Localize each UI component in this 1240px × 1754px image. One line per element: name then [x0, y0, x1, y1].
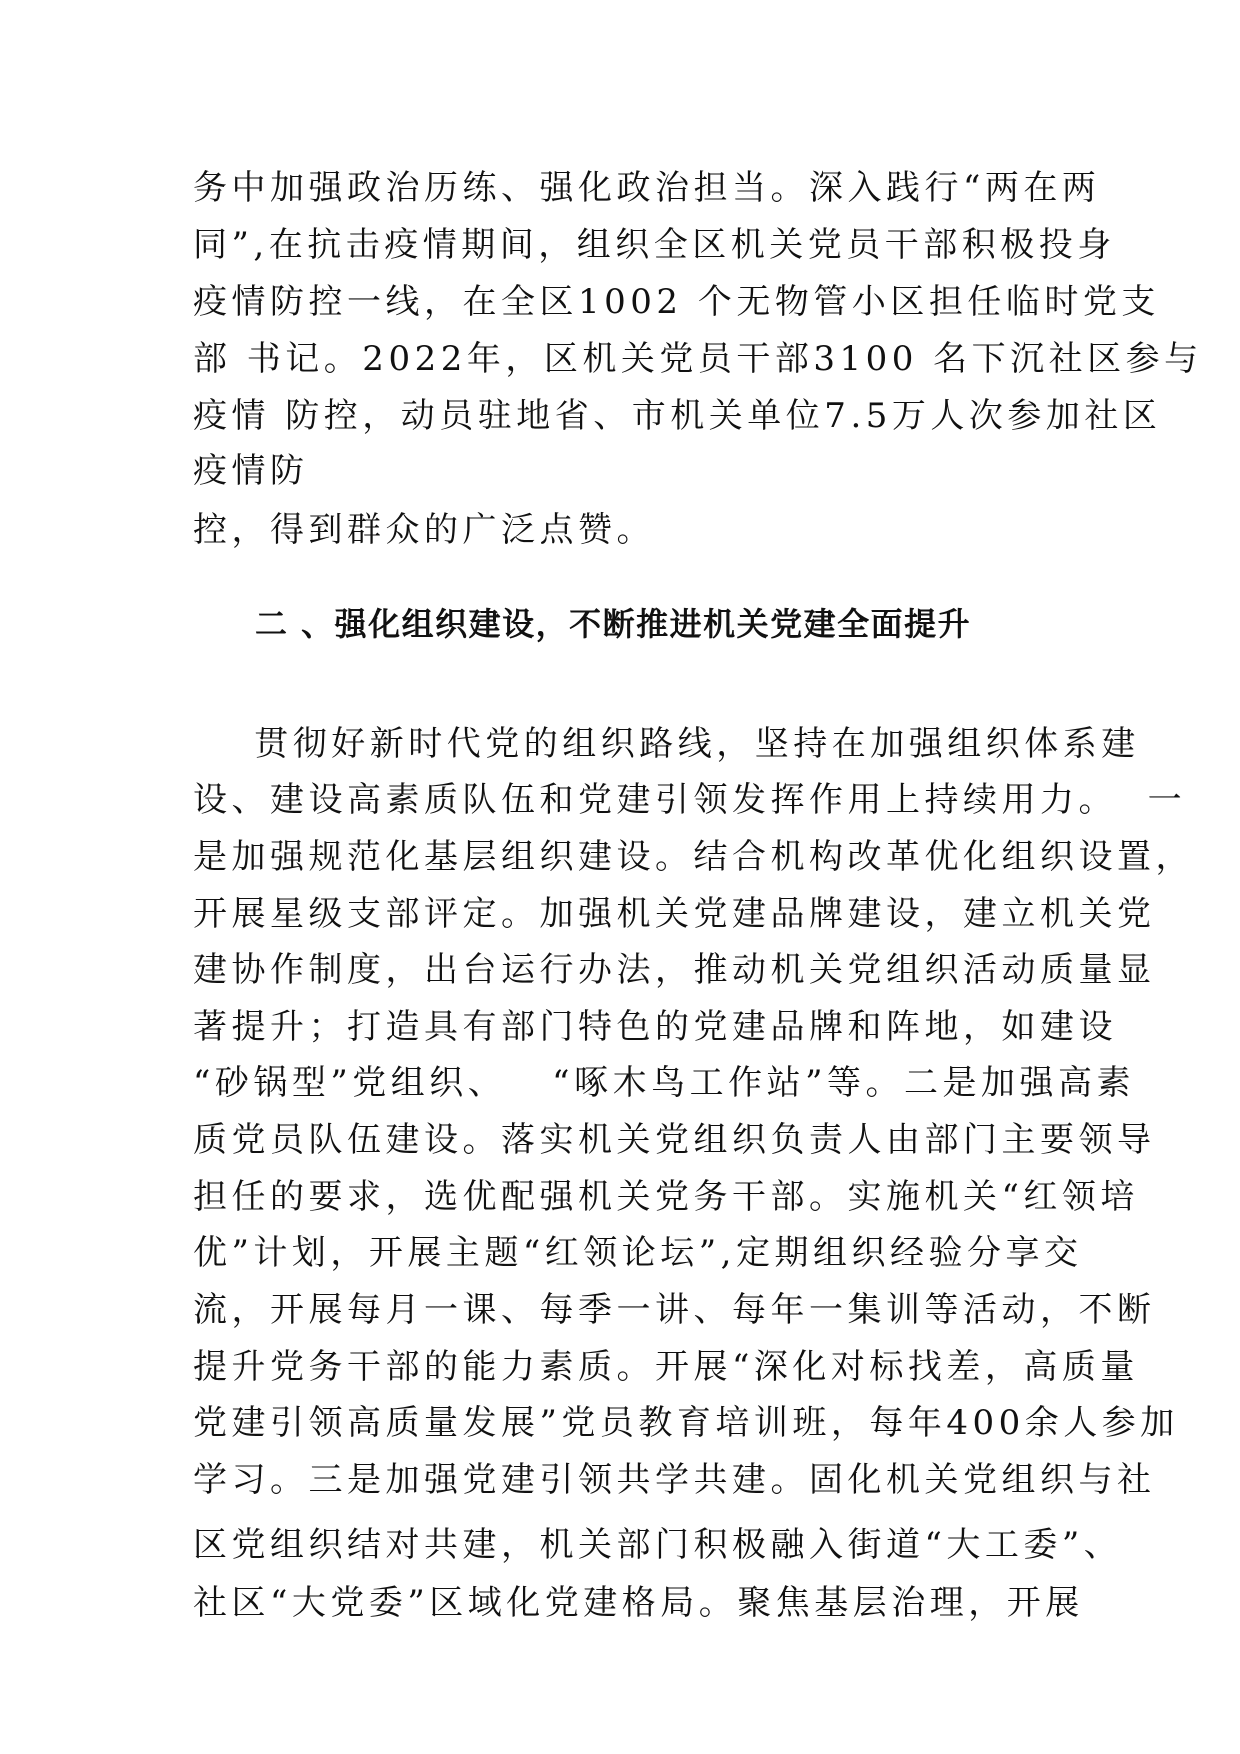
body-text-line: 区党组织结对共建，机关部门积极融入街道“大工委”、: [193, 1525, 1123, 1565]
body-text-line: 担任的要求，选优配强机关党务干部。实施机关“红领培: [193, 1177, 1139, 1217]
body-text-line: 疫情防控一线，在全区1002 个无物管小区担任临时党支: [193, 282, 1160, 322]
body-text-line: 党建引领高质量发展”党员教育培训班，每年400余人参加: [193, 1403, 1179, 1443]
body-text-line: 开展星级支部评定。加强机关党建品牌建设，建立机关党: [193, 894, 1156, 934]
body-text-line: 社区“大党委”区域化党建格局。聚焦基层治理，开展: [193, 1583, 1084, 1623]
body-text-line: 疫情 防控，动员驻地省、市机关单位7.5万人次参加社区: [193, 396, 1162, 436]
body-text-line: 学习。三是加强党建引领共学共建。固化机关党组织与社: [193, 1460, 1156, 1500]
body-text-line: 同”,在抗击疫情期间，组织全区机关党员干部积极投身: [193, 225, 1116, 265]
body-text-line: 是加强规范化基层组织建设。结合机构改革优化组织设置，: [193, 837, 1194, 877]
body-text-line: 建协作制度，出台运行办法，推动机关党组织活动质量显: [193, 950, 1156, 990]
body-text-line: 质党员队伍建设。落实机关党组织负责人由部门主要领导: [193, 1120, 1156, 1160]
section-heading: 二 、强化组织建设，不断推进机关党建全面提升: [255, 605, 972, 643]
body-text-line: 流，开展每月一课、每季一讲、每年一集训等活动，不断: [193, 1290, 1156, 1330]
body-text-line: 设、建设高素质队伍和党建引领发挥作用上持续用力。 一: [193, 780, 1187, 820]
body-text-line: “砂锅型”党组织、 “啄木鸟工作站”等。二是加强高素: [193, 1063, 1135, 1103]
body-text-line: 疫情防: [193, 451, 309, 491]
body-text-line: 部 书记。2022年，区机关党员干部3100 名下沉社区参与: [193, 339, 1203, 379]
body-text-line: 提升党务干部的能力素质。开展“深化对标找差，高质量: [193, 1347, 1139, 1387]
body-text-line: 优”计划，开展主题“红领论坛”,定期组织经验分享交: [193, 1233, 1083, 1273]
body-text-line: 控，得到群众的广泛点赞。: [193, 510, 655, 550]
body-text-line: 著提升；打造具有部门特色的党建品牌和阵地，如建设: [193, 1007, 1117, 1047]
body-text-line: 务中加强政治历练、强化政治担当。深入践行“两在两: [193, 168, 1101, 208]
body-text-line: 贯彻好新时代党的组织路线，坚持在加强组织体系建: [193, 724, 1140, 764]
